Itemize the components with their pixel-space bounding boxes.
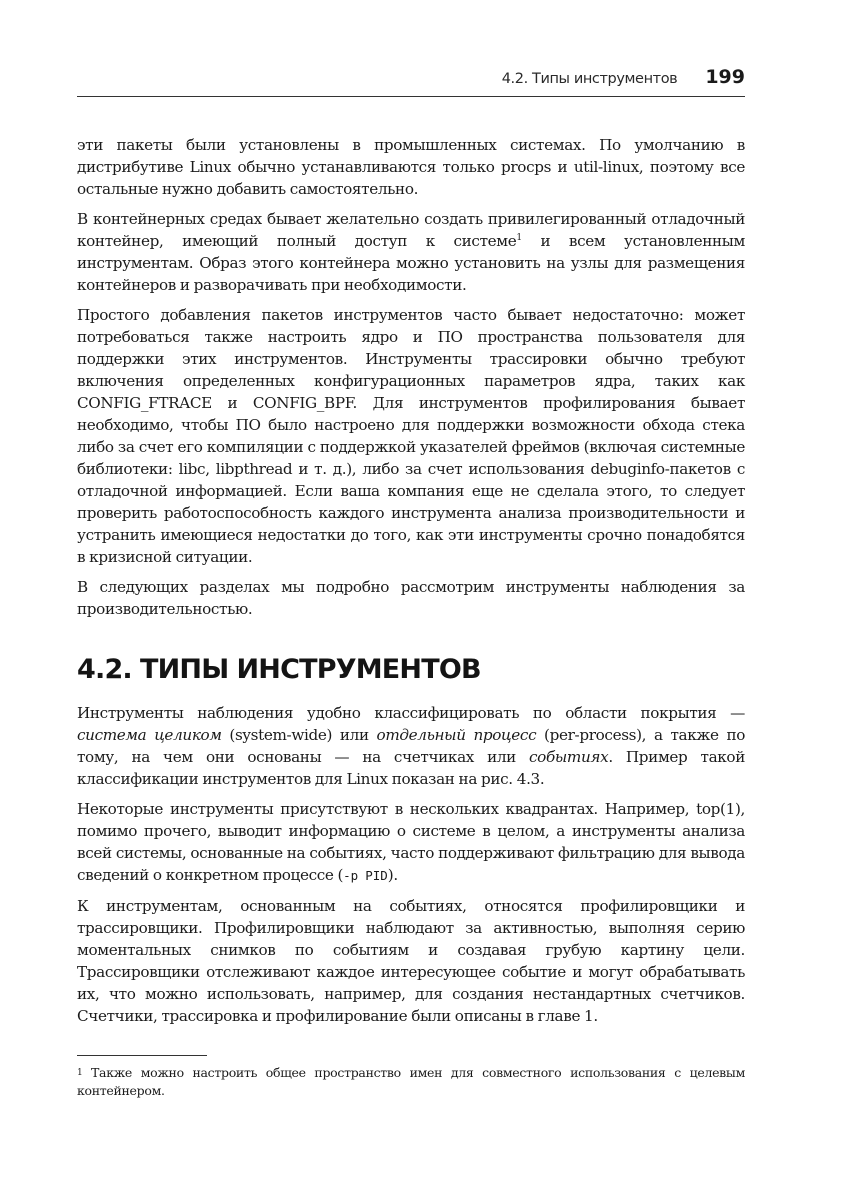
text-run: . Пример такой классификации инструментов для Linux показан на рис. 4.3. [77, 748, 745, 788]
running-header-section-title: 4.2. Типы инструментов [501, 71, 678, 87]
footnote-reference[interactable]: 1 [516, 232, 522, 243]
paragraph: К инструментам, основанным на событиях, относятся профилировщики и трассировщики. Профилировщики наблюдают за активностью, выполняя серию моментальных снимков по событиям и создавая грубую картину цели. Трассировщики отслеживают каждое интересующее событие и могут обрабатывать их, что можно использовать, например, для создания нестандартных счетчиков. Счетчики, трассировка и профилирование были описаны в главе 1. [77, 897, 745, 1025]
paragraph: Простого добавления пакетов инструментов часто бывает недостаточно: может потребоваться также настроить ядро и ПО пространства пользователя для поддержки этих инструментов. Инструменты трассировки обычно требуют включения определенных конфигурационных параметров ядра, таких как CONFIG_FTRACE и CONFIG_BPF. Для инструментов профилирования бывает необходимо, чтобы ПО было настроено для поддержки возможности обхода стека либо за счет его компиляции с поддержкой указателей фреймов (включая системные библиотеки: libc, libpthread и т. д.), либо за счет использования debuginfo-пакетов с отладочной информацией. Если ваша компания еще не сделала этого, то следует проверить работоспособность каждого инструмента анализа производительности и устранить имеющиеся недостатки до того, как эти инструменты срочно понадобятся в кризисной ситуации. [77, 306, 745, 566]
emphasis: событиях [529, 748, 609, 766]
text-run: Инструменты наблюдения удобно классифицировать по области покрытия — [77, 704, 745, 722]
text-run: (system-wide) или [221, 726, 377, 744]
footnote [77, 1064, 745, 1100]
paragraph [77, 702, 745, 790]
body-text [77, 134, 745, 1035]
text-run: В контейнерных средах бывает желательно создать привилегированный отладочный контейнер, имеющий полный доступ к системе [77, 210, 745, 250]
code-snippet: -p PID [343, 868, 388, 883]
text-run: (per-process), а также по тому, на чем они основаны — на счетчиках или [77, 726, 746, 766]
emphasis: отдельный процесс [376, 726, 537, 744]
section-heading: 4.2. ТИПЫ ИНСТРУМЕНТОВ [77, 654, 481, 685]
paragraph: В следующих разделах мы подробно рассмотрим инструменты наблюдения за производительностью. [77, 578, 745, 618]
footnote-number: 1 [77, 1068, 83, 1078]
text-run: ). [387, 866, 398, 884]
paragraph: эти пакеты были установлены в промышленных системах. По умолчанию в дистрибутиве Linux обычно устанавливаются только procps и util-linux, поэтому все остальные нужно добавить самостоятельно. [77, 136, 745, 198]
emphasis: система целиком [77, 726, 222, 744]
book-page [77, 0, 745, 1200]
footnote-text: Также можно настроить общее пространство имен для совместного использования с целевым контейнером. [77, 1065, 745, 1098]
paragraph [77, 208, 745, 296]
paragraph [77, 798, 745, 887]
footnote-separator [77, 1055, 207, 1056]
page-number: 199 [705, 66, 745, 88]
running-header [77, 66, 745, 97]
text-run: Некоторые инструменты присутствуют в нескольких квадрантах. Например, top(1), помимо прочего, выводит информацию о системе в целом, а инструменты анализа всей системы, основанные на событиях, часто поддерживают фильтрацию для вывода сведений о конкретном процессе ( [77, 800, 745, 884]
text-run: и всем установленным инструментам. Образ этого контейнера можно установить на узлы для размещения контейнеров и разворачивать при необходимости. [77, 232, 745, 294]
